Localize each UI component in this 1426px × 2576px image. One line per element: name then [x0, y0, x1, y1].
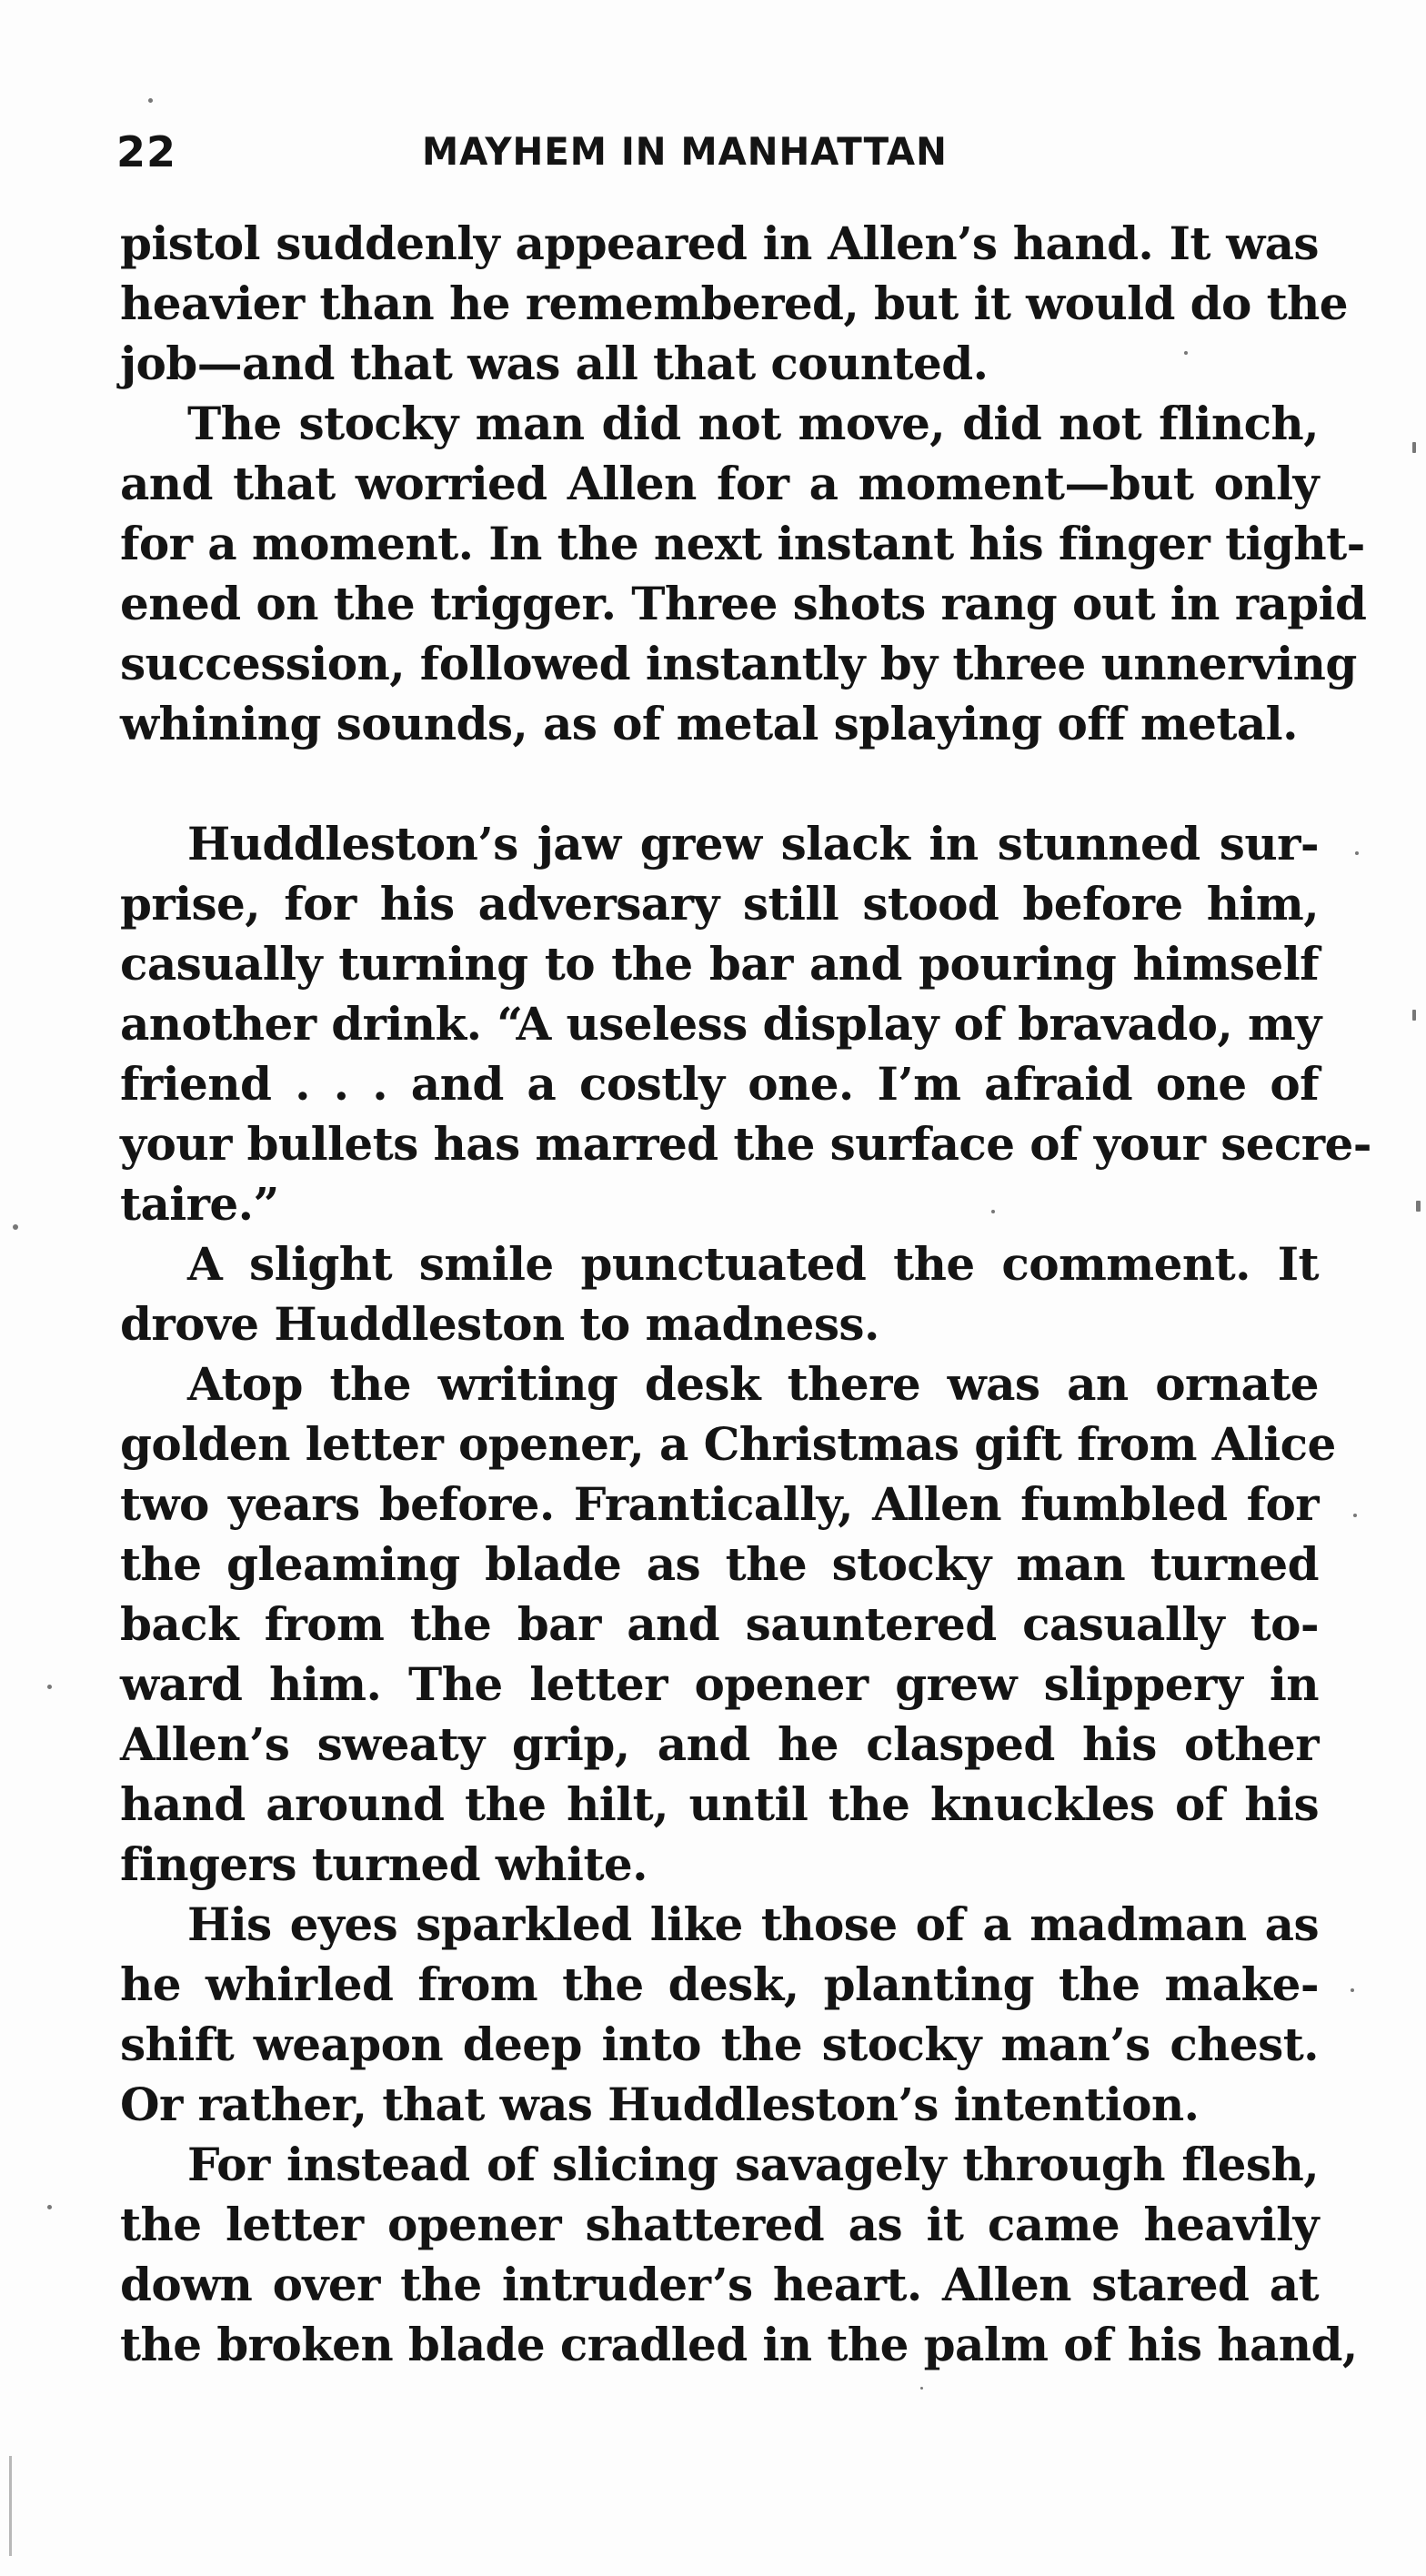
text-line: job—and that was all that counted.	[120, 337, 989, 390]
text-line: casually turning to the bar and pouring himself	[120, 937, 1319, 991]
text-line: golden letter opener, a Christmas gift from Alice	[120, 1417, 1336, 1471]
paragraph	[120, 1895, 1319, 2135]
paragraph	[120, 814, 1371, 1234]
running-header	[116, 127, 1317, 191]
scan-speck	[13, 1224, 18, 1230]
text-line: Huddleston’s jaw grew slack in stunned sur-	[187, 817, 1319, 870]
text-line: another drink. “A useless display of bravado, my	[120, 997, 1321, 1051]
text-line: His eyes sparkled like those of a madman as	[187, 1897, 1319, 1951]
paragraph	[120, 1234, 1319, 1354]
text-line: The stocky man did not move, did not flinch,	[187, 397, 1319, 450]
text-line: succession, followed instantly by three unnerving	[120, 637, 1357, 690]
text-line: ward him. The letter opener grew slippery in	[120, 1657, 1319, 1711]
text-line: shift weapon deep into the stocky man’s chest.	[120, 2018, 1319, 2071]
scan-speck	[1184, 351, 1188, 355]
scan-speck	[920, 2387, 923, 2390]
text-line: Allen’s sweaty grip, and he clasped his other	[120, 1717, 1319, 1771]
text-line: for a moment. In the next instant his finger tight-	[120, 517, 1365, 570]
scan-speck	[1353, 1514, 1357, 1517]
text-line: For instead of slicing savagely through flesh,	[187, 2138, 1319, 2191]
text-line: hand around the hilt, until the knuckles of his	[120, 1777, 1319, 1831]
scan-speck	[1416, 1201, 1421, 1212]
paragraph	[120, 214, 1349, 394]
text-line: Atop the writing desk there was an ornate	[187, 1357, 1319, 1411]
text-line: Or rather, that was Huddleston’s intention.	[120, 2078, 1200, 2131]
scan-edge-line	[9, 2456, 12, 2556]
scan-speck	[1412, 442, 1416, 453]
text-line: fingers turned white.	[120, 1837, 648, 1891]
running-title: MAYHEM IN MANHATTAN	[422, 129, 948, 174]
text-line: drove Huddleston to madness.	[120, 1297, 879, 1351]
text-line: your bullets has marred the surface of your secre-	[120, 1117, 1371, 1171]
scan-speck	[148, 98, 153, 103]
text-line: A slight smile punctuated the comment. It	[187, 1237, 1319, 1291]
scan-speck	[1351, 1988, 1354, 1992]
text-line: the gleaming blade as the stocky man turned	[120, 1537, 1319, 1591]
text-line: friend . . . and a costly one. I’m afraid one of	[120, 1057, 1319, 1111]
text-line: he whirled from the desk, planting the make-	[120, 1957, 1319, 2011]
text-line: ened on the trigger. Three shots rang out in rapid	[120, 577, 1367, 630]
scan-speck	[991, 1210, 995, 1213]
text-line: prise, for his adversary still stood before him,	[120, 877, 1319, 931]
text-line: the broken blade cradled in the palm of his hand,	[120, 2318, 1358, 2371]
text-line: and that worried Allen for a moment—but only	[120, 457, 1319, 510]
text-line: taire.”	[120, 1177, 279, 1231]
scan-speck	[1355, 851, 1359, 855]
text-line: back from the bar and sauntered casually to-	[120, 1597, 1319, 1651]
paragraph	[120, 2135, 1358, 2375]
body-text	[120, 214, 1371, 2375]
page-number: 22	[116, 127, 177, 176]
paragraph	[120, 394, 1367, 754]
text-line: heavier than he remembered, but it would do the	[120, 277, 1349, 330]
text-line: two years before. Frantically, Allen fumbled for	[120, 1477, 1319, 1531]
paragraph	[120, 1354, 1336, 1895]
scan-speck	[47, 1685, 52, 1689]
text-line: down over the intruder’s heart. Allen stared at	[120, 2258, 1319, 2311]
text-line: the letter opener shattered as it came heavily	[120, 2198, 1319, 2251]
scan-speck	[47, 2205, 52, 2209]
text-line: whining sounds, as of metal splaying off metal.	[120, 697, 1298, 750]
section-break	[120, 754, 1319, 814]
text-line: pistol suddenly appeared in Allen’s hand. It was	[120, 216, 1319, 270]
scan-speck	[1412, 1010, 1416, 1021]
